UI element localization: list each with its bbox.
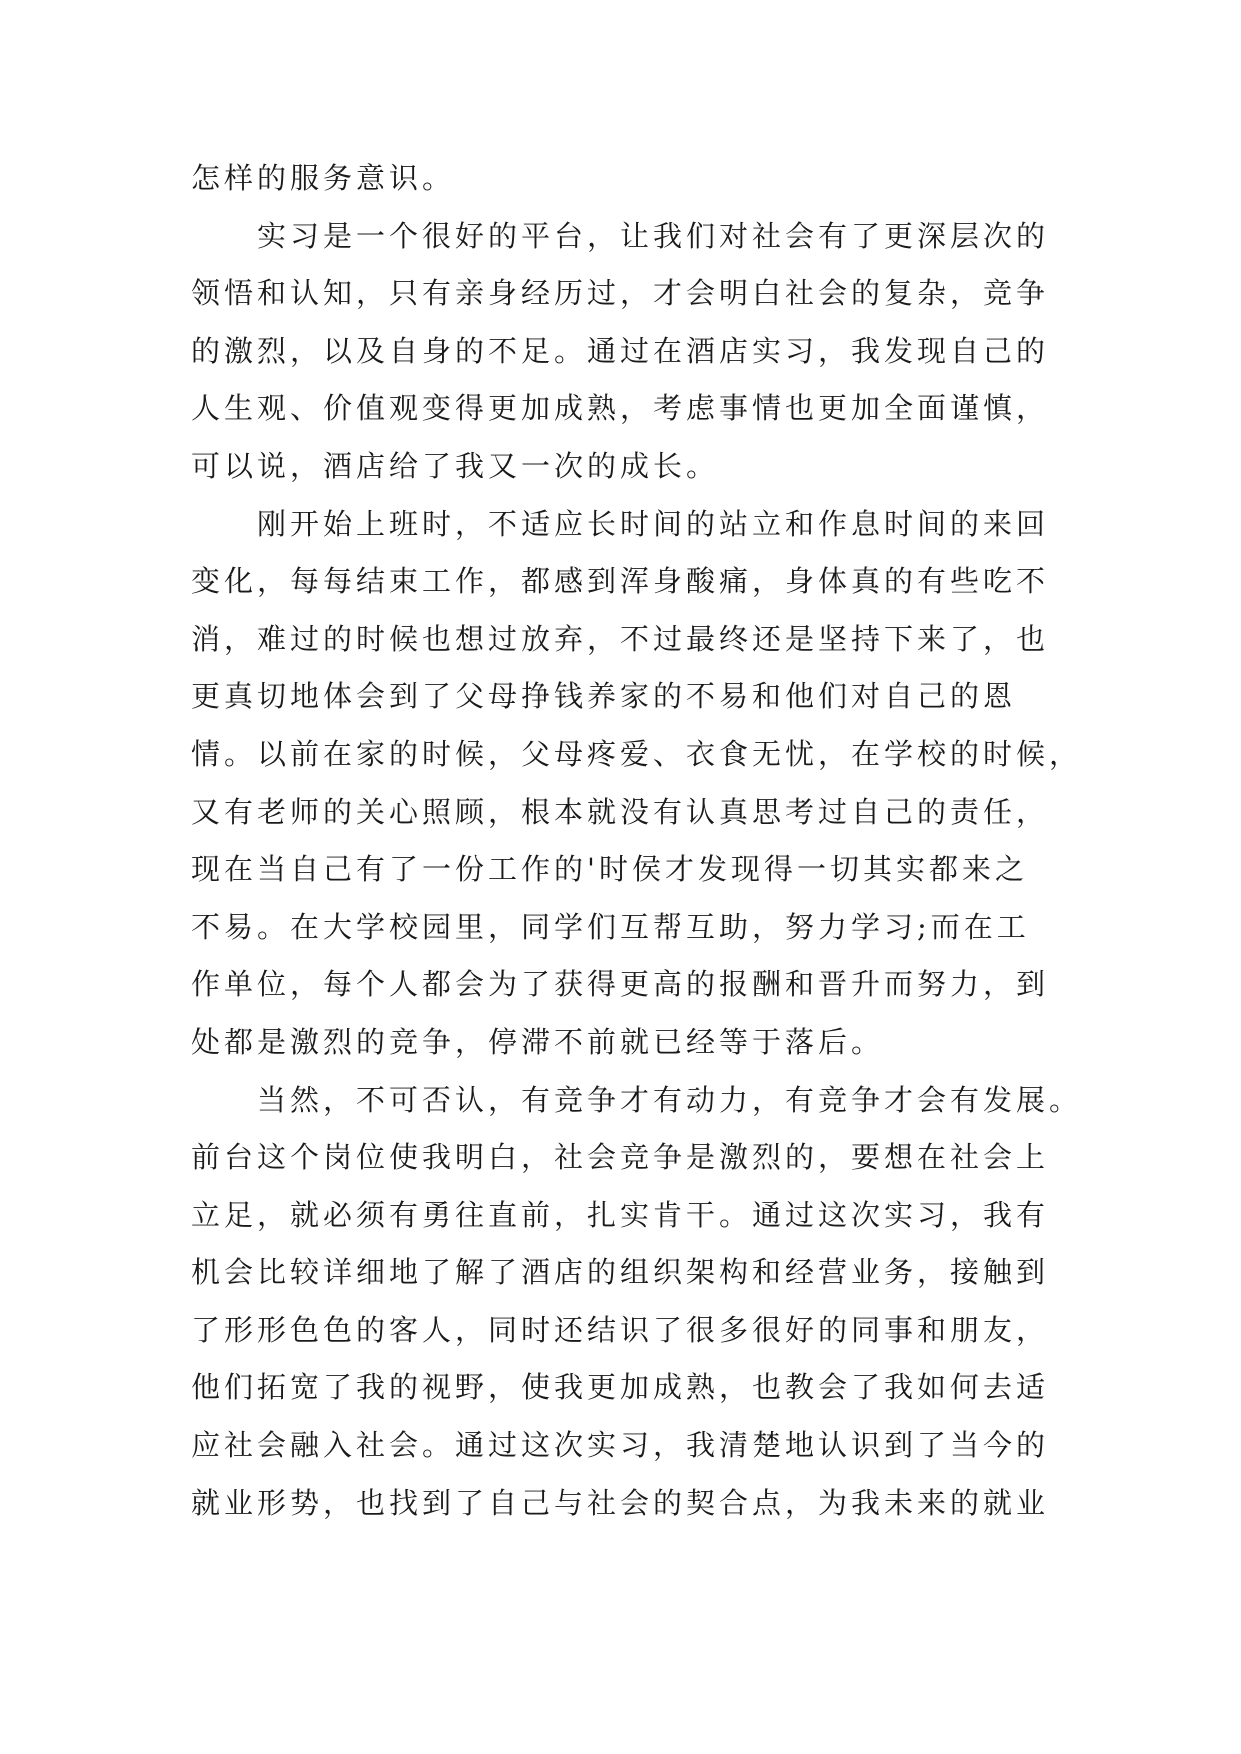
text-line: 不易。在大学校园里，同学们互帮互助，努力学习;而在工 [191, 909, 1030, 944]
text-line: 领悟和认知，只有亲身经历过，才会明白社会的复杂，竞争 [191, 276, 1050, 311]
text-line: 他们拓宽了我的视野，使我更加成熟，也教会了我如何去适 [191, 1370, 1050, 1405]
text-line: 怎样的服务意识。 [191, 161, 456, 195]
text-line: 可以说，酒店给了我又一次的成长。 [191, 448, 720, 483]
text-line: 机会比较详细地了解了酒店的组织架构和经营业务，接触到 [191, 1255, 1050, 1290]
paragraph-first-line: 当然，不可否认，有竞争才有动力，有竞争才会有发展。 [257, 1082, 1083, 1117]
text-line: 立足，就必须有勇往直前，扎实肯干。通过这次实习，我有 [191, 1197, 1050, 1232]
paragraph-first-line: 刚开始上班时，不适应长时间的站立和作息时间的来回 [257, 506, 1050, 541]
text-line: 又有老师的关心照顾，根本就没有认真思考过自己的责任， [191, 794, 1050, 829]
document-body [191, 150, 1083, 1532]
paragraph-first-line: 实习是一个很好的平台，让我们对社会有了更深层次的 [257, 218, 1050, 253]
text-line: 变化，每每结束工作，都感到浑身酸痛，身体真的有些吃不 [191, 564, 1050, 599]
text-line: 情。以前在家的时候，父母疼爱、衣食无忧，在学校的时候， [191, 736, 1083, 771]
text-line: 消，难过的时候也想过放弃，不过最终还是坚持下来了，也 [191, 621, 1050, 656]
text-line: 了形形色色的客人，同时还结识了很多很好的同事和朋友， [191, 1312, 1050, 1347]
text-line: 更真切地体会到了父母挣钱养家的不易和他们对自己的恩 [191, 679, 1017, 714]
text-line: 处都是激烈的竞争，停滞不前就已经等于落后。 [191, 1024, 885, 1059]
text-line: 应社会融入社会。通过这次实习，我清楚地认识到了当今的 [191, 1428, 1050, 1463]
text-line: 的激烈，以及自身的不足。通过在酒店实习，我发现自己的 [191, 333, 1050, 368]
text-line: 前台这个岗位使我明白，社会竞争是激烈的，要想在社会上 [191, 1140, 1050, 1175]
text-line: 现在当自己有了一份工作的'时侯才发现得一切其实都来之 [191, 852, 1028, 887]
text-line: 就业形势，也找到了自己与社会的契合点，为我未来的就业 [191, 1485, 1050, 1520]
text-line: 作单位，每个人都会为了获得更高的报酬和晋升而努力，到 [191, 967, 1050, 1002]
text-line: 人生观、价值观变得更加成熟，考虑事情也更加全面谨慎， [191, 391, 1050, 426]
